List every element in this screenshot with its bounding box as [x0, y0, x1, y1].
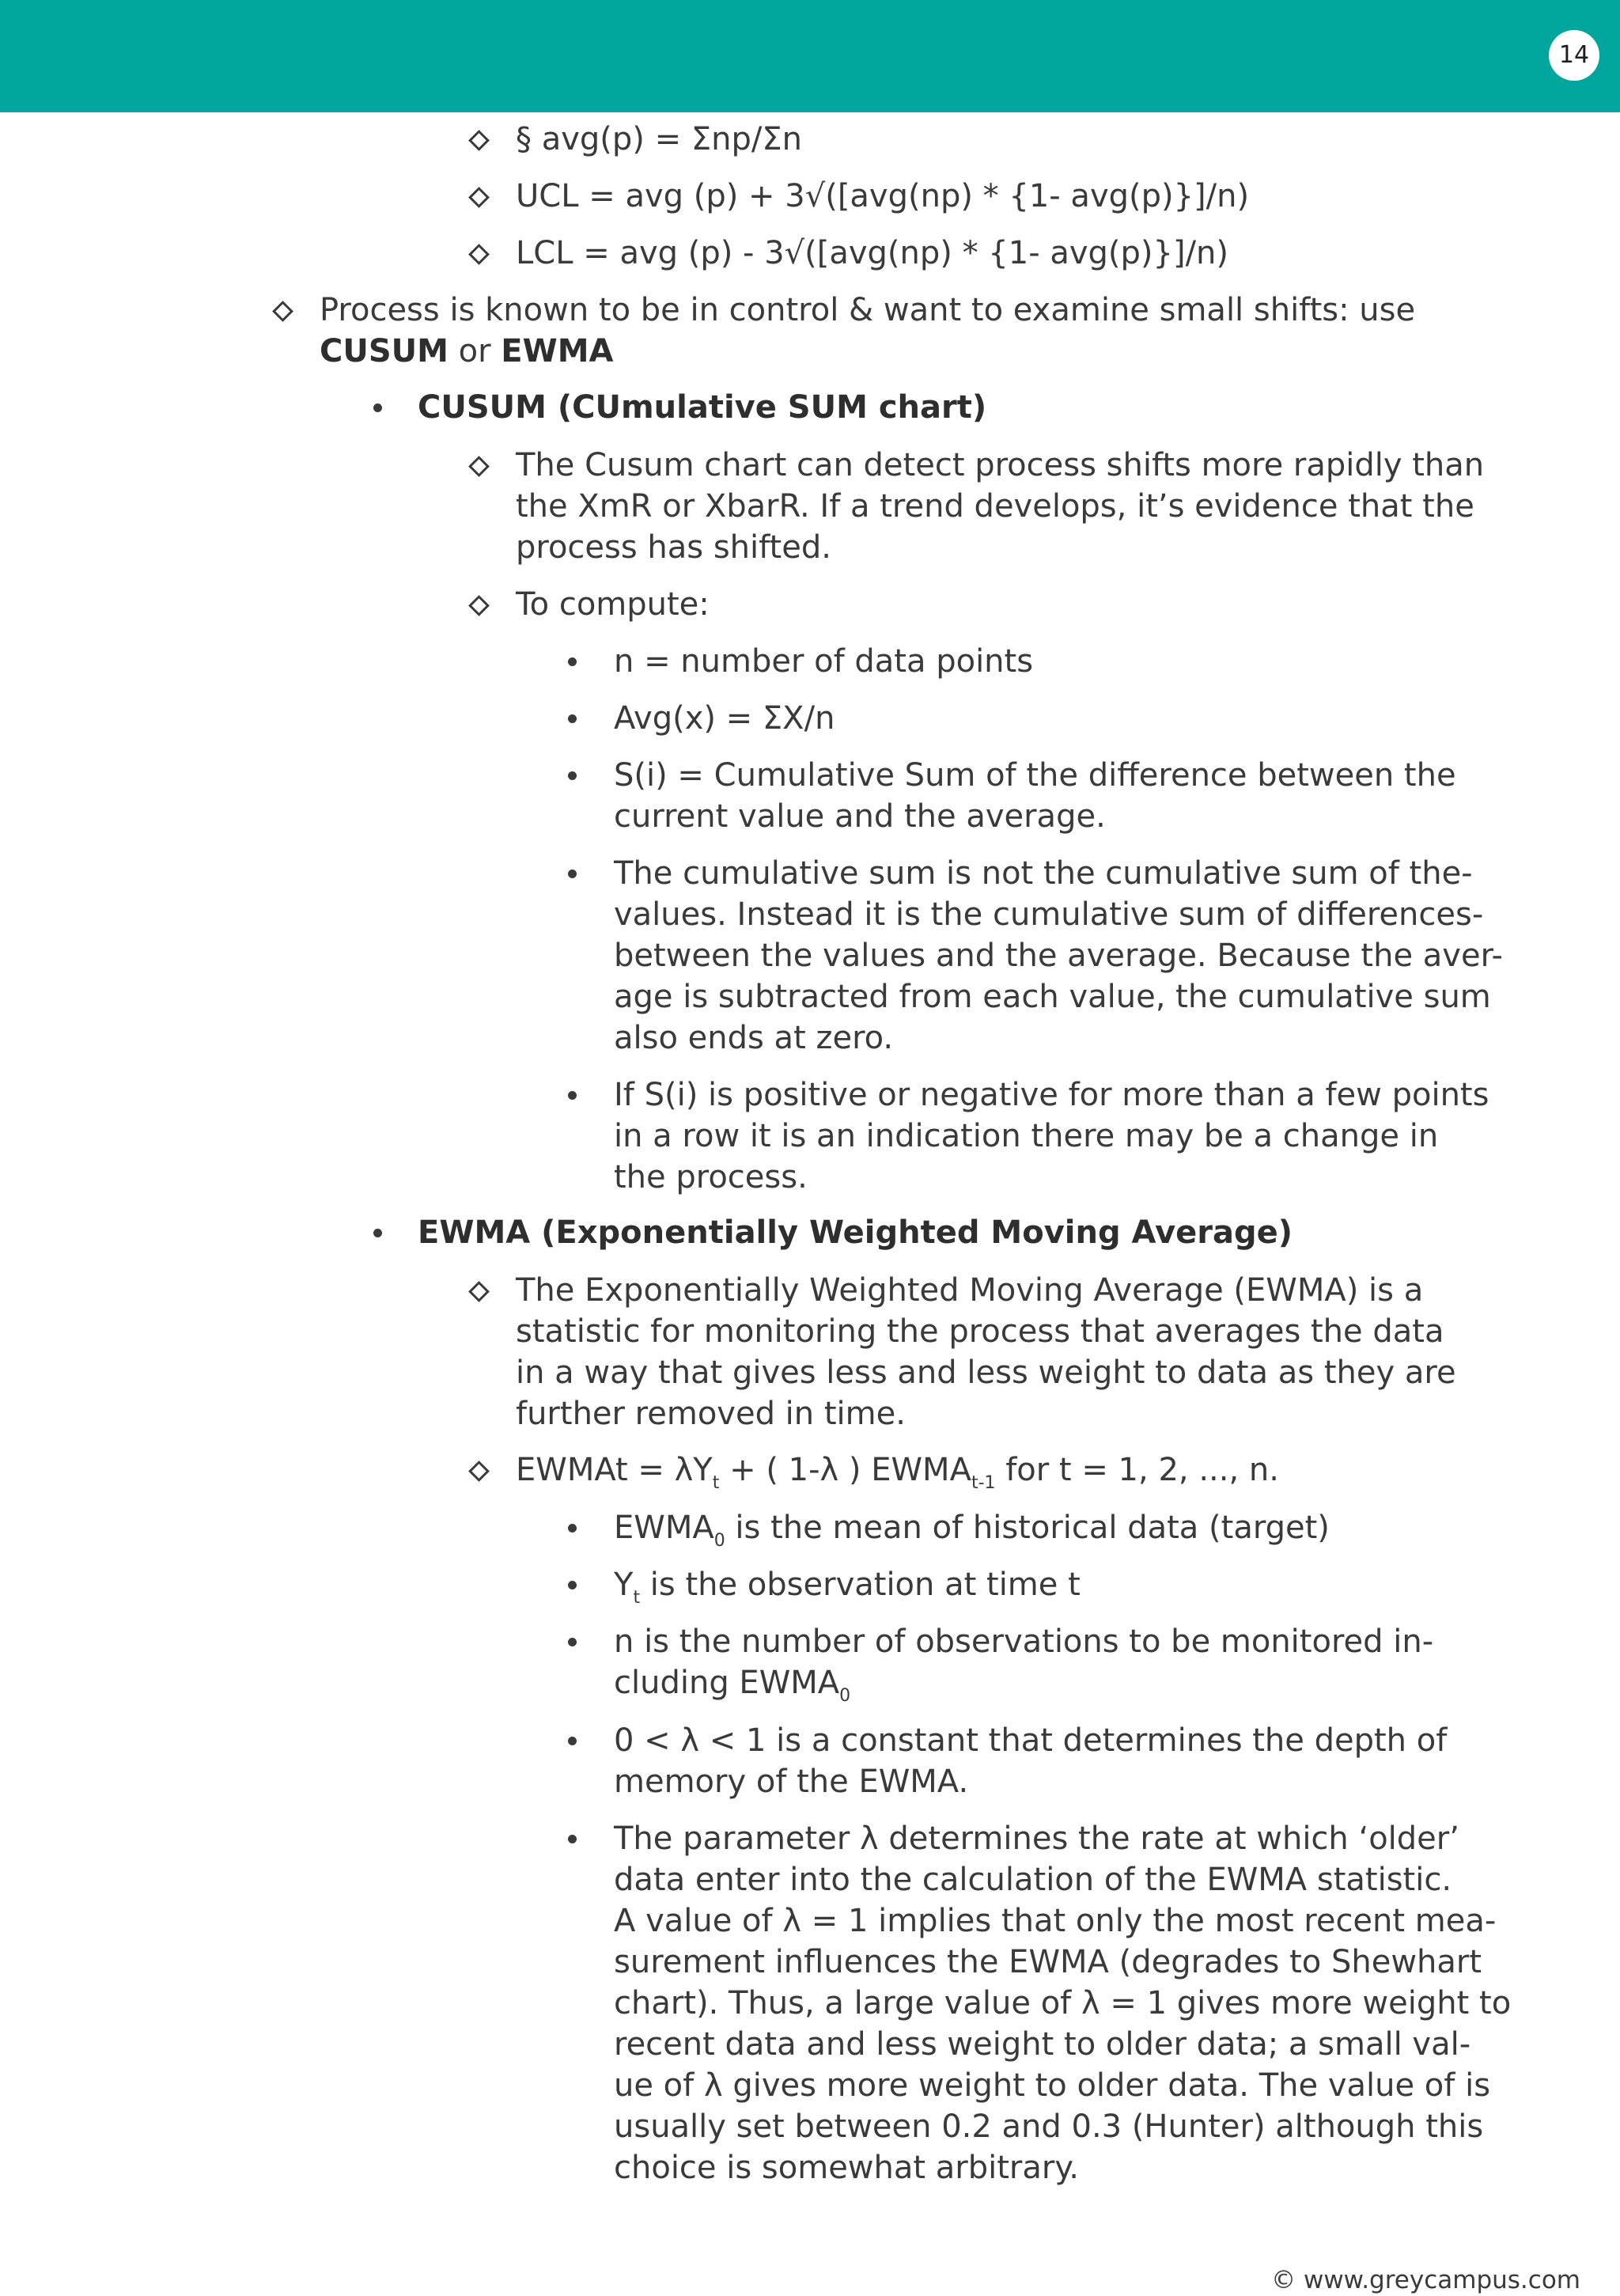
sign-note-line: the process.	[614, 1159, 808, 1195]
lambda-definition	[614, 1720, 1447, 1802]
n-observations-line	[614, 1662, 1433, 1706]
ewma-formula-part: + ( 1-λ ) EWMA	[719, 1452, 971, 1488]
dot-bullet-icon	[568, 1835, 577, 1843]
dot-bullet-icon	[568, 1581, 577, 1589]
ewma-description-line: The Exponentially Weighted Moving Average (EWMA) is a	[516, 1272, 1424, 1309]
compute-s-def-line: current value and the average.	[614, 798, 1106, 835]
dot-bullet-icon	[373, 404, 382, 412]
dot-bullet-icon	[568, 1737, 577, 1745]
parameter-note-line: choice is somewhat arbitrary.	[614, 2150, 1080, 2186]
cumsum-note-line: between the values and the average. Because the aver-	[614, 938, 1503, 974]
ewma-description-line: statistic for monitoring the process that averages the data	[516, 1313, 1444, 1350]
compute-sign-note	[614, 1074, 1489, 1198]
dot-bullet-icon	[373, 1229, 382, 1237]
dot-bullet-icon	[568, 1091, 577, 1100]
page-number-badge: 14	[1549, 30, 1599, 81]
ewma-formula-part: for t = 1, 2, ..., n.	[995, 1452, 1279, 1488]
parameter-note-line: surement influences the EWMA (degrades to Shewhart	[614, 1944, 1482, 1980]
compute-label: To compute:	[516, 586, 710, 623]
formula-avg-p: § avg(p) = Σnp/Σn	[516, 121, 802, 157]
cusum-keyword: CUSUM	[320, 333, 449, 369]
n-observations-text: cluding EWMA	[614, 1665, 840, 1701]
lambda-line: memory of the EWMA.	[614, 1764, 969, 1800]
diamond-bullet-icon	[468, 456, 490, 477]
compute-n-def: n = number of data points	[614, 643, 1034, 680]
cumsum-note-line: The cumulative sum is not the cumulative sum of the-	[614, 855, 1473, 892]
dot-bullet-icon	[568, 771, 577, 780]
yt-subscript: t	[633, 1588, 641, 1608]
lambda-parameter-note	[614, 1818, 1511, 2188]
ewma-description-line: further removed in time.	[516, 1396, 906, 1432]
ewma0-subscript: 0	[713, 1531, 725, 1551]
cumsum-note-line: values. Instead it is the cumulative sum of differences-	[614, 896, 1484, 933]
ewma0-definition	[614, 1507, 1330, 1551]
n-observations-subscript: 0	[839, 1686, 851, 1706]
process-control-methods	[320, 331, 1415, 372]
ewma-formula	[516, 1449, 1279, 1491]
header-band	[0, 0, 1620, 112]
n-observations-definition	[614, 1621, 1434, 1706]
parameter-note-line: usually set between 0.2 and 0.3 (Hunter) although this	[614, 2108, 1484, 2145]
parameter-note-line: chart). Thus, a large value of λ = 1 gives more weight to	[614, 1985, 1512, 2021]
lambda-line: 0 < λ < 1 is a constant that determines the depth of	[614, 1722, 1448, 1759]
n-observations-line: n is the number of observations to be monitored in-	[614, 1623, 1434, 1660]
formula-lcl: LCL = avg (p) - 3√([avg(np) * {1- avg(p)}]/n)	[516, 235, 1229, 271]
parameter-note-line: ue of λ gives more weight to older data. The value of is	[614, 2067, 1491, 2104]
dot-bullet-icon	[568, 714, 577, 723]
diamond-bullet-icon	[468, 1461, 490, 1482]
diamond-bullet-icon	[468, 1281, 490, 1302]
sign-note-line: If S(i) is positive or negative for more than a few points	[614, 1077, 1489, 1113]
ewma-formula-subscript: t-1	[971, 1473, 996, 1493]
diamond-bullet-icon	[468, 130, 490, 151]
parameter-note-line: The parameter λ determines the rate at which ‘older’	[614, 1821, 1459, 1857]
or-word: or	[448, 333, 502, 369]
compute-s-def-line: S(i) = Cumulative Sum of the difference between the	[614, 757, 1456, 794]
parameter-note-line: data enter into the calculation of the EWMA statistic.	[614, 1862, 1452, 1898]
ewma-description	[516, 1270, 1456, 1434]
compute-avg-def: Avg(x) = ΣX/n	[614, 700, 835, 737]
ewma0-text: is the mean of historical data (target)	[725, 1510, 1330, 1546]
diamond-bullet-icon	[468, 595, 490, 616]
ewma-keyword: EWMA	[501, 333, 614, 369]
dot-bullet-icon	[568, 1638, 577, 1646]
parameter-note-line: A value of λ = 1 implies that only the most recent mea-	[614, 1903, 1497, 1939]
ewma0-text: EWMA	[614, 1510, 714, 1546]
cusum-description	[516, 445, 1484, 568]
yt-definition	[614, 1564, 1081, 1608]
compute-s-def	[614, 755, 1456, 837]
process-control-text: Process is known to be in control & want to examine small shifts: use	[320, 292, 1416, 328]
dot-bullet-icon	[568, 657, 577, 666]
ewma-formula-subscript: t	[712, 1473, 720, 1493]
ewma-formula-part: EWMAt = λY	[516, 1452, 713, 1488]
cusum-description-line: the XmR or XbarR. If a trend develops, it’s evidence that the	[516, 488, 1474, 525]
diamond-bullet-icon	[468, 187, 490, 208]
yt-text: is the observation at time t	[640, 1567, 1081, 1603]
process-control-item	[320, 290, 1415, 372]
dot-bullet-icon	[568, 1524, 577, 1533]
sign-note-line: in a row it is an indication there may be a change in	[614, 1118, 1439, 1154]
cumsum-note-line: age is subtracted from each value, the cumulative sum	[614, 979, 1491, 1015]
ewma-heading: EWMA (Exponentially Weighted Moving Average)	[418, 1214, 1293, 1251]
ewma-description-line: in a way that gives less and less weight to data as they are	[516, 1354, 1456, 1391]
cusum-description-line: process has shifted.	[516, 529, 831, 566]
diamond-bullet-icon	[272, 301, 293, 322]
parameter-note-line: recent data and less weight to older data; a small val-	[614, 2026, 1471, 2063]
footer-copyright: © www.greycampus.com	[1271, 2266, 1580, 2294]
cumsum-note-line: also ends at zero.	[614, 1020, 894, 1056]
diamond-bullet-icon	[468, 244, 490, 265]
dot-bullet-icon	[568, 870, 577, 878]
cusum-heading: CUSUM (CUmulative SUM chart)	[418, 389, 987, 426]
yt-text: Y	[614, 1567, 634, 1603]
cusum-description-line: The Cusum chart can detect process shifts more rapidly than	[516, 447, 1485, 483]
formula-ucl: UCL = avg (p) + 3√([avg(np) * {1- avg(p)}]/n)	[516, 178, 1250, 214]
compute-cumsum-note	[614, 853, 1503, 1059]
